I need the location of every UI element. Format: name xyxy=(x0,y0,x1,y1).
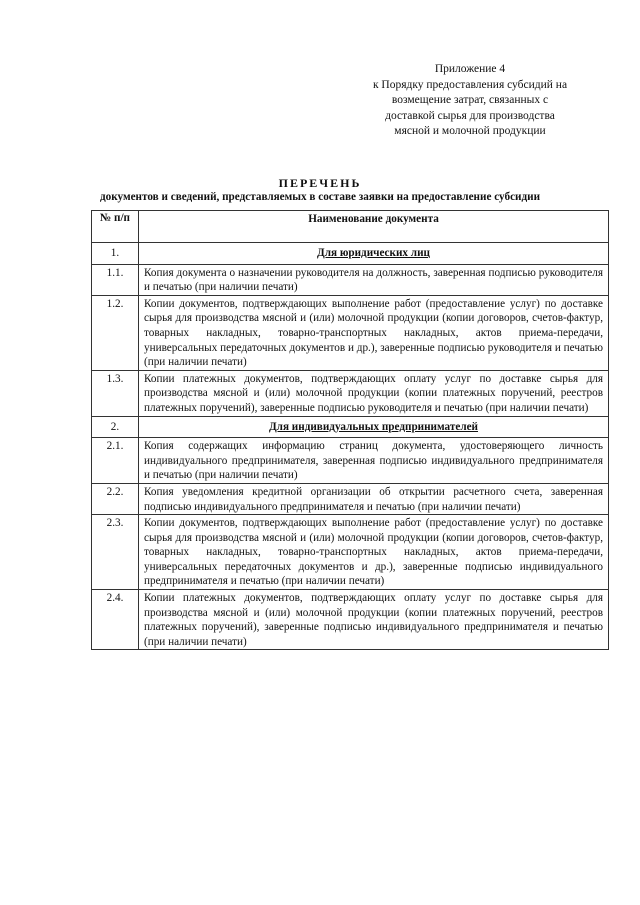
row-text: Копии платежных документов, подтверждающих оплату услуг по доставке сырья для производства мясной и (или) молочной продукции (копии платежных поручений, реестров платежных поручений), заверенные подписью руководителя и печатью (при наличии печати) xyxy=(139,370,609,416)
documents-table xyxy=(91,210,609,650)
table-row xyxy=(92,295,609,370)
row-text: Копии документов, подтверждающих выполнение работ (предоставление услуг) по доставке сырья для производства мясной и (или) молочной продукции (копии договоров, счетов-фактур, товарных накладных, товарно-транспортных накладных, актов приема-передачи, универсальных передаточных документов и др.), заверенные подписью руководителя и печатью (при наличии печати) xyxy=(139,295,609,370)
section-row-individual-entrepreneurs xyxy=(92,416,609,438)
row-text: Копия уведомления кредитной организации об открытии расчетного счета, заверенная подписью индивидуального предпринимателя и печатью (при наличии печати) xyxy=(139,483,609,514)
row-text: Копии документов, подтверждающих выполнение работ (предоставление услуг) по доставке сырья для производства мясной и (или) молочной продукции (копии договоров, счетов-фактур, товарных накладных, товарно-транспортных накладных, актов приема-передачи, универсальных передаточных документов и др.), заверенные подписью индивидуального предпринимателя и печатью (при наличии печати) xyxy=(139,515,609,590)
header-number-cell: № п/п xyxy=(92,211,139,243)
section-number: 2. xyxy=(92,416,139,438)
table-row xyxy=(92,515,609,590)
table-row xyxy=(92,264,609,295)
section-row-legal-entities xyxy=(92,243,609,265)
row-text: Копия содержащих информацию страниц документа, удостоверяющего личность индивидуального предпринимателя, заверенная подписью индивидуального предпринимателя и печатью (при наличии печати) xyxy=(139,438,609,484)
row-number: 1.2. xyxy=(92,295,139,370)
table-row xyxy=(92,438,609,484)
appendix-line: возмещение затрат, связанных с xyxy=(391,94,549,107)
table-header-row xyxy=(92,211,609,243)
row-text: Копии платежных документов, подтверждающих оплату услуг по доставке сырья для производства мясной и (или) молочной продукции (копии платежных поручений, реестров платежных поручений), заверенные подписью индивидуального предпринимателя и печатью (при наличии печати) xyxy=(139,590,609,650)
appendix-line: к Порядку предоставления субсидий на xyxy=(372,78,568,91)
document-subtitle: документов и сведений, представляемых в составе заявки на предоставление субсидии xyxy=(99,191,541,203)
row-number: 2.4. xyxy=(92,590,139,650)
row-number: 1.3. xyxy=(92,370,139,416)
table-row xyxy=(92,483,609,514)
row-text: Копия документа о назначении руководителя на должность, заверенная подписью руководителя и печатью (при наличии печати) xyxy=(139,264,609,295)
appendix-line: мясной и молочной продукции xyxy=(394,125,546,138)
section-title: Для юридических лиц xyxy=(139,243,609,265)
appendix-line: доставкой сырья для производства xyxy=(385,109,555,122)
section-number: 1. xyxy=(92,243,139,265)
table-row xyxy=(92,590,609,650)
row-number: 2.2. xyxy=(92,483,139,514)
documents-table-body xyxy=(92,211,609,650)
header-name-cell: Наименование документа xyxy=(139,211,609,243)
row-number: 2.3. xyxy=(92,515,139,590)
table-row xyxy=(92,370,609,416)
row-number: 1.1. xyxy=(92,264,139,295)
appendix-line: Приложение 4 xyxy=(434,63,506,75)
document-title: ПЕРЕЧЕНЬ xyxy=(278,176,362,190)
appendix-heading xyxy=(340,62,600,140)
section-title: Для индивидуальных предпринимателей xyxy=(139,416,609,438)
row-number: 2.1. xyxy=(92,438,139,484)
